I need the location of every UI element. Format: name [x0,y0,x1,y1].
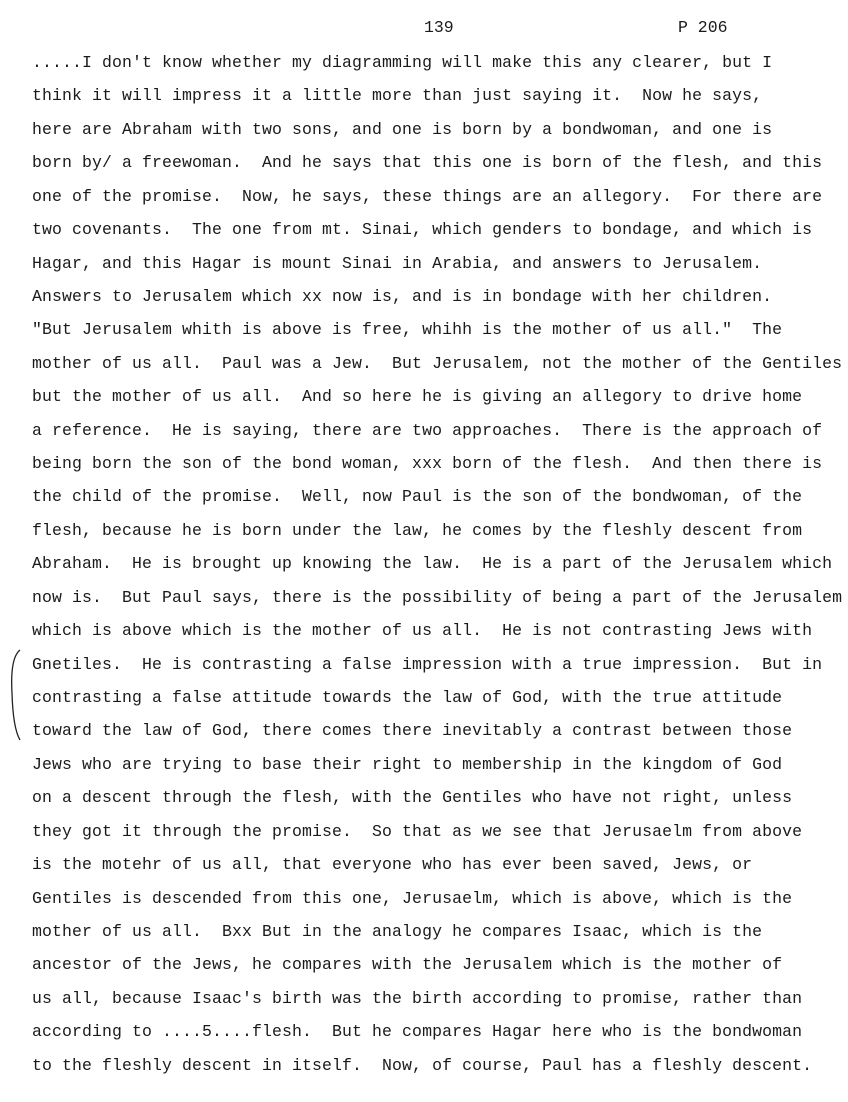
body-text [32,46,842,1082]
text-line: two covenants. The one from mt. Sinai, which genders to bondage, and which is [32,220,813,240]
text-line: on a descent through the flesh, with the Gentiles who have not right, unless [32,788,793,808]
text-line: is the motehr of us all, that everyone who has ever been saved, Jews, or [32,855,753,875]
text-line: us all, because Isaac's birth was the birth according to promise, rather than [32,988,803,1008]
text-line: mother of us all. Paul was a Jew. But Jerusalem, not the mother of the Gentiles [32,353,843,373]
text-line: to the fleshly descent in itself. Now, of course, Paul has a fleshly descent. [32,1055,813,1075]
text-line: according to ....5....flesh. But he compares Hagar here who is the bondwoman [32,1022,803,1042]
text-line: Abraham. He is brought up knowing the law. He is a part of the Jerusalem which [32,554,833,574]
text-line: the child of the promise. Well, now Paul is the son of the bondwoman, of the [32,487,803,507]
text-line: a reference. He is saying, there are two approaches. There is the approach of [32,420,823,440]
text-line: which is above which is the mother of us all. He is not contrasting Jews with [32,621,813,641]
text-line: mother of us all. Bxx But in the analogy he compares Isaac, which is the [32,921,763,941]
text-line: here are Abraham with two sons, and one is born by a bondwoman, and one is [32,119,773,139]
text-line: but the mother of us all. And so here he is giving an allegory to drive home [32,387,803,407]
text-line: being born the son of the bond woman, xxx born of the flesh. And then there is [32,454,823,474]
margin-bracket-mark [6,648,26,743]
text-line: Jews who are trying to base their right to membership in the kingdom of God [32,754,783,774]
text-line: "But Jerusalem whith is above is free, whihh is the mother of us all." The [32,320,783,340]
text-line: think it will impress it a little more than just saying it. Now he says, [32,86,763,106]
text-line: ancestor of the Jews, he compares with the Jerusalem which is the mother of [32,955,783,975]
text-line: flesh, because he is born under the law, he comes by the fleshly descent from [32,520,803,540]
text-line: one of the promise. Now, he says, these things are an allegory. For there are [32,186,823,206]
text-line: contrasting a false attitude towards the law of God, with the true attitude [32,688,783,708]
text-line: Gnetiles. He is contrasting a false impression with a true impression. But in [32,654,823,674]
text-line: .....I don't know whether my diagramming will make this any clearer, but I [32,53,773,72]
text-line: Hagar, and this Hagar is mount Sinai in Arabia, and answers to Jerusalem. [32,253,763,273]
text-line: toward the law of God, there comes there inevitably a contrast between those [32,721,793,741]
text-line: Gentiles is descended from this one, Jerusaelm, which is above, which is the [32,888,793,908]
text-line: they got it through the promise. So that as we see that Jerusaelm from above [32,821,803,841]
text-line: Answers to Jerusalem which xx now is, and is in bondage with her children. [32,286,773,306]
text-line: born by/ a freewoman. And he says that this one is born of the flesh, and this [32,153,823,173]
page-number: 139 [424,18,454,37]
page-reference: P 206 [678,18,728,37]
text-line: now is. But Paul says, there is the possibility of being a part of the Jerusalem [32,587,843,607]
